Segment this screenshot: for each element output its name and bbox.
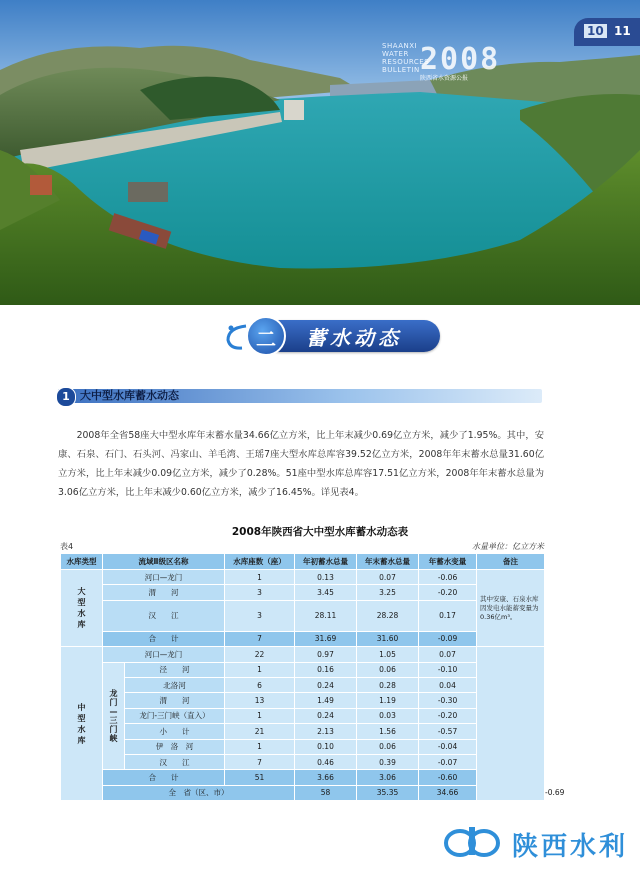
table-row	[61, 739, 545, 754]
start-cell: 2.13	[295, 724, 357, 739]
count-cell: 51	[225, 770, 295, 785]
subsection-title: 大中型水库蓄水动态	[80, 389, 179, 402]
table-row	[61, 677, 545, 692]
body-paragraph: 2008年全省58座大中型水库年末蓄水量34.66亿立方米，比上年末减少0.69亿立方米，减少了1.95%。其中，安康、石泉、石门、石头河、冯家山、羊毛湾、王瑶7座大型水库总库容39.52亿立方米，2008年年末蓄水总量31.60亿立方米，比上年末减少0.09亿立方米，减少了0.28%。51座中型水库总库容17.51亿立方米，2008年年末蓄水总量为3.06亿立方米，比上年末减少0.60亿立方米，减少了16.45%。详见表4。	[58, 430, 544, 498]
table-row	[61, 600, 545, 631]
category-medium: 中 型 水 库	[61, 647, 103, 801]
table-title: 2008年陕西省大中型水库蓄水动态表	[231, 526, 409, 538]
table-header-row	[61, 554, 545, 570]
section-title: 蓄水动态	[306, 326, 402, 350]
end-cell: 0.06	[357, 662, 419, 677]
basin-name: 河口—龙门	[103, 570, 225, 585]
change-cell: -0.57	[419, 724, 477, 739]
change-cell: -0.20	[419, 708, 477, 723]
header-cell: 流域Ⅱ级区名称	[103, 554, 225, 570]
brand-subtitle: 陕西省水资源公报	[420, 75, 469, 82]
water-logo-icon	[440, 823, 504, 859]
end-cell: 0.06	[357, 739, 419, 754]
page-number-right: 11	[614, 24, 631, 38]
start-cell: 35.35	[357, 785, 419, 800]
brand-en-line: SHAANXI	[382, 42, 418, 50]
change-cell: -0.06	[419, 570, 477, 585]
end-cell: 0.28	[357, 677, 419, 692]
start-cell: 0.13	[295, 570, 357, 585]
section-banner	[222, 316, 442, 356]
header-cell: 年末蓄水总量	[357, 554, 419, 570]
start-cell: 0.46	[295, 754, 357, 769]
table-row	[61, 662, 545, 677]
count-cell: 1	[225, 662, 295, 677]
table-subtotal-row	[61, 770, 545, 785]
start-cell: 3.66	[295, 770, 357, 785]
note-cell: 其中安康、石泉水库因发电水能蓄变量为0.36亿m³。	[477, 570, 545, 647]
page-number-tab	[574, 18, 640, 46]
count-cell: 1	[225, 570, 295, 585]
end-cell: 1.19	[357, 693, 419, 708]
change-cell: -0.09	[419, 631, 477, 646]
change-cell: -0.07	[419, 754, 477, 769]
basin-name: 渭 河	[125, 693, 225, 708]
end-cell: 0.07	[357, 570, 419, 585]
basin-name: 渭 河	[103, 585, 225, 600]
header-cell: 水库类型	[61, 554, 103, 570]
end-cell: 28.28	[357, 600, 419, 631]
basin-name: 泾 河	[125, 662, 225, 677]
change-cell: -0.60	[419, 770, 477, 785]
bulletin-brand	[382, 42, 632, 88]
count-cell: 3	[225, 600, 295, 631]
start-cell: 0.16	[295, 662, 357, 677]
count-cell: 1	[225, 739, 295, 754]
table-row	[61, 724, 545, 739]
count-cell: 13	[225, 693, 295, 708]
start-cell: 3.45	[295, 585, 357, 600]
table-row	[61, 647, 545, 662]
change-cell: -0.10	[419, 662, 477, 677]
end-cell: 34.66	[419, 785, 477, 800]
start-cell: 0.24	[295, 677, 357, 692]
brand-en-line: BULLETIN	[382, 66, 420, 74]
end-cell: 3.25	[357, 585, 419, 600]
count-cell: 3	[225, 585, 295, 600]
end-cell: 31.60	[357, 631, 419, 646]
page-number-left: 10	[584, 24, 607, 38]
start-cell: 31.69	[295, 631, 357, 646]
change-cell: 0.07	[419, 647, 477, 662]
start-cell: 0.24	[295, 708, 357, 723]
subsection-number: 1	[56, 387, 76, 407]
change-cell: 0.04	[419, 677, 477, 692]
basin-name: 汉 江	[103, 600, 225, 631]
section-number-badge	[246, 316, 286, 356]
change-cell: 0.17	[419, 600, 477, 631]
end-cell: 0.03	[357, 708, 419, 723]
table-row	[61, 585, 545, 600]
brand-en-line: RESOURCES	[382, 58, 430, 66]
total-label: 全 省（区、市）	[103, 785, 295, 800]
count-cell: 6	[225, 677, 295, 692]
table-unit: 水量单位：亿立方米	[472, 542, 544, 551]
basin-name: 北洛河	[125, 677, 225, 692]
basin-name: 河口—龙门	[103, 647, 225, 662]
end-cell: 0.39	[357, 754, 419, 769]
change-cell: -0.20	[419, 585, 477, 600]
header-cell: 年蓄水变量	[419, 554, 477, 570]
basin-name: 伊 洛 河	[125, 739, 225, 754]
change-cell: -0.30	[419, 693, 477, 708]
end-cell: 3.06	[357, 770, 419, 785]
shaanxi-water-logo	[440, 823, 630, 863]
count-cell: 7	[225, 754, 295, 769]
header-cell: 年初蓄水总量	[295, 554, 357, 570]
subregion-longmen: 龙 门 — 三 门 峡	[103, 662, 125, 770]
table-row	[61, 693, 545, 708]
table-subtotal-row	[61, 631, 545, 646]
table-row	[61, 708, 545, 723]
table-row	[61, 754, 545, 769]
brand-year: 2008	[420, 42, 501, 77]
logo-text: 陕西水利	[512, 832, 629, 862]
note-cell-empty	[477, 647, 545, 801]
end-cell: 1.56	[357, 724, 419, 739]
count-cell: 1	[225, 708, 295, 723]
count-cell: 22	[225, 647, 295, 662]
table-total-row: 全 省（区、市） 58 35.35 34.66 -0.69	[61, 785, 545, 800]
start-cell: 0.10	[295, 739, 357, 754]
reservoir-photo	[0, 0, 640, 305]
count-cell: 58	[295, 785, 357, 800]
section-number: 二	[256, 327, 276, 351]
basin-name: 汉 江	[125, 754, 225, 769]
reservoir-table	[60, 553, 565, 801]
table-row	[61, 570, 545, 585]
table-label: 表4	[60, 542, 74, 551]
category-large: 大 型 水 库	[61, 570, 103, 647]
count-cell: 21	[225, 724, 295, 739]
start-cell: 28.11	[295, 600, 357, 631]
start-cell: 0.97	[295, 647, 357, 662]
count-cell: 7	[225, 631, 295, 646]
subsection-heading	[58, 389, 542, 403]
basin-name: 龙门-三门峡（直入）	[125, 708, 225, 723]
basin-name: 小 计	[125, 724, 225, 739]
header-cell: 备注	[477, 554, 545, 570]
change-cell: -0.04	[419, 739, 477, 754]
basin-name: 合 计	[103, 631, 225, 646]
start-cell: 1.49	[295, 693, 357, 708]
basin-name: 合 计	[103, 770, 225, 785]
end-cell: 1.05	[357, 647, 419, 662]
brand-en-line: WATER	[382, 50, 409, 58]
header-cell: 水库座数（座）	[225, 554, 295, 570]
